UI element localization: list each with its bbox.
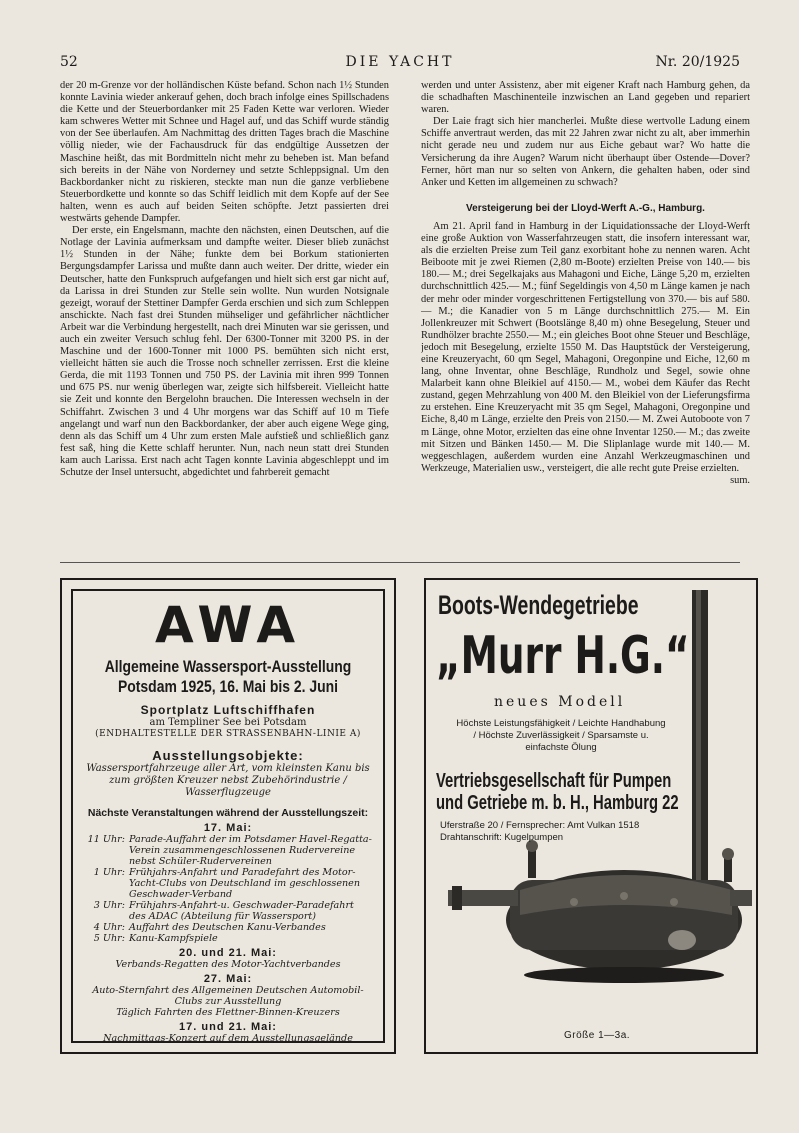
address-line: Uferstraße 20 / Fernsprecher: Amt Vulkan 1518	[440, 820, 640, 831]
paragraph: Der Laie fragt sich hier mancherlei. Mußte diese wertvolle Ladung einem Schiffe anvertraut werden, das mit 22 Jahren zwar nicht zu alt, aber immerhin nicht gerade neu und zudem nur aus Eiche gebaut war? Wo hatte die Versicherung da ihre Augen? Warum nicht überhaupt über Ostende—Dover? Ferner, hört man nur so selten von Ankern, die gehalten haben, oder sind Anker und Ketten im allgemeinen zu schwach?	[421, 116, 750, 188]
author-signature: sum.	[730, 474, 750, 486]
paragraph: der 20 m-Grenze vor der holländischen Küste befand. Schon nach 1½ Stunden konnte Lavinia wieder ankerauf gehen, doch brach infolge eines Spillschadens die Kette und der Steuerbordanker mit 25 Faden Kette war verloren. Wieder kam schweres Wetter mit Schnee und Hagel auf, und das Schiff wurde ständig von der See überlaufen. Am Nachmittag des dritten Tages brach die Maschine völlig nieder, wie der Fachausdruck für das endgültige Aussetzen der Maschine heißt, das mit Bordmitteln nicht mehr zu beheben ist. Man befand sich bereits in der Nähe von Norderney und setzte Schleppsignal. Um den Backbordanker nicht zu riskieren, steckte man nun die ganze verbliebene Steuerbordkette und konnte so das Schiff leidlich mit dem Kopfe auf der See halten, wenn es auch auf beiden Seiten schöpfte. Jetzt passierten drei westwärts gehende Dampfer.	[60, 80, 389, 225]
article-heading: Versteigerung bei der Lloyd-Werft A.-G., Hamburg.	[466, 202, 705, 214]
telegram-line: Drahtanschrift: Kugelpumpen	[440, 832, 564, 843]
events-heading: Nächste Veranstaltungen während der Ausstellungszeit:	[87, 807, 369, 819]
ad-headline: Boots-Wendegetriebe	[438, 590, 639, 620]
event-text: Parade-Auffahrt der im Potsdamer Havel-Regatta-Verein zusammengeschlossenen Rudervereine nebst Schüler-Rudervereinen	[129, 834, 372, 867]
murr-advertisement	[424, 578, 758, 1054]
event-text: Frühjahrs-Anfahrt und Paradefahrt des Motor-Yacht-Clubs von Deutschland im geschlossenen Geschwader-Verband	[129, 867, 361, 900]
objects-heading: Ausstellungsobjekte:	[152, 748, 304, 763]
exhibition-dates: Potsdam 1925, 16. Mai bis 2. Juni	[117, 677, 339, 696]
place-subtitle: am Templiner See bei Potsdam	[149, 717, 307, 728]
event-text: Verbands-Regatten des Motor-Yachtverbandes	[115, 959, 341, 970]
event-text: Auto-Sternfahrt des Allgemeinen Deutschen Automobil-Clubs zur Ausstellung	[92, 985, 364, 1007]
awa-ad-frame	[71, 589, 385, 1043]
paragraph: Am 21. April fand in Hamburg in der Liquidationssache der Lloyd-Werft eine große Auktion von Wasserfahrzeugen statt, die insofern interessant war, als die erzielten Preise zum Teil ganz exorbitant hohe zu nennen waren. Acht Beiboote mit je zwei Riemen (2,80 m-Boote) erzielten Preise von 140.— bis 180.— M.; drei Segelkajaks aus Mahagoni und Eiche, Länge 5,20 m, erzielten durchschnittlich 425.— M.; fünf Segeldingis von 4,50 m Länge kamen je nach der mehr oder minder vorgeschrittenen Fertigstellung von 370.— bis auf 580.— M.; die Kanadier von 5 m Länge durchschnittlich 275.— M. Ein Jollenkreuzer mit Schwert (Bootslänge 8,40 m) ohne Besegelung, Steuer und Rundhölzer brachte 2550.— M.; ein gleiches Boot ohne Steuer und Beschläge, jedoch mit Besegelung, erzielte 1550 M. Das Hauptstück der Versteigerung, eine Kreuzeryacht, 60 qm Segel, Mahagoni, Oregonpine und Eiche, 12,60 m lang, ohne Inventar, ohne Beschläge, Rundholz und Segel, sowie ohne Malarbeit kann ohne Bleikiel auf 4150.— M., wobei dem Käufer das Recht zustand, gegen Mehrzahlung von 400 M. den Bleikiel von der Lieferungsfirma zu erstehen. Eine Kreuzeryacht mit 35 qm Segel, Mahagoni, Oregonpine und Eiche, 8,40 m Länge, erzielte den Preis von 2150.— M. Zwei Autoboote von 7 m Länge, ohne Motor, erzielten das eine ohne Inventar 1250.— M.; das zweite mit Sitzen und Bänken 1450.— M. Die Sliplanlage wurde mit 140.— M. weggeschlagen, außerdem wurden eine Anzahl Werkzeugmaschinen und Werkzeuge, Materialien usw., versteigert, die alle recht gute Preise erzielten.	[421, 220, 750, 474]
event-row	[73, 933, 383, 944]
right-column	[421, 80, 750, 552]
event-time: 11 Uhr:	[87, 834, 125, 845]
event-time: 1 Uhr:	[93, 867, 125, 878]
event-day: 27. Mai:	[203, 973, 253, 985]
event-row	[73, 867, 383, 900]
event-day: 17. und 21. Mai:	[179, 1021, 277, 1033]
event-text: Frühjahrs-Anfahrt-u. Geschwader-Paradefahrt des ADAC (Abteilung für Wassersport)	[129, 900, 354, 922]
company-address	[440, 820, 639, 844]
event-text: Nachmittags-Konzert auf dem Ausstellungsgelände	[103, 1033, 353, 1044]
exhibition-place: Sportplatz Luftschiffhafen	[140, 703, 316, 717]
event-time: 4 Uhr:	[93, 922, 125, 933]
event-day: 17. Mai:	[203, 822, 253, 834]
event-row	[73, 922, 383, 933]
model-label: neues Modell	[494, 694, 626, 710]
tram-note: (ENDHALTESTELLE DER STRASSENBAHN-LINIE A)	[95, 729, 361, 739]
page-number: 52	[60, 54, 78, 70]
size-caption: Größe 1—3a.	[564, 1030, 631, 1041]
event-text: Auffahrt des Deutschen Kanu-Verbandes	[129, 922, 326, 933]
features-text: Höchste Leistungsfähigkeit / Leichte Handhabung / Höchste Zuverlässigkeit / Sparsamste u. einfachste Ölung	[456, 718, 666, 753]
paragraph: Der erste, ein Engelsmann, machte den nächsten, einen Deutschen, auf die Notlage der Lavinia aufmerksam und dampfte weiter. Dieser blieb zunächst 1½ Stunden in der Nähe; funkte dem bei Borkum stationierten Bergungsdampfer Larissa und mußte dann auch weiter. Der dritte, wieder ein Deutscher, hatte den Funkspruch aufgefangen und hielt sich erst gar nicht auf, da Larissa in drei Stunden zur Stelle sein wollte. Nun wurden Notsignale gezeigt, worauf der Stettiner Dampfer Gerda erschien und sich zum Schleppen anschickte. Nach fast drei Stunden mühseliger und gefährlicher nächtlicher Arbeit war die Verbindung hergestellt, nach drei Minuten war sie gerissen, und auch ein zweiter Versuch schlug fehl. Der 6300-Tonner mit 3200 PS. in der Maschine und der 1600-Tonner mit 1000 PS. bemühten sich nicht erst, vielleicht hätten sie auch die Trosse noch schneller zerrissen. Erst die kleine Gerda, die mit 1193 Tonnen und 750 PS. der Lavinia mit ihren 999 Tonnen und 675 PS. nur wenig überlegen war, zeigte sich hilfsbereit. Vielleicht hatte sie Zeit und konnte den Bergelohn brauchen. Die Interessen wechseln in der Schiffahrt. Zwischen 3 und 4 Uhr morgens war das Schiff auf 10 m Tiefe angelangt und warf nun den Backbordanker, der aber auch eigene Wege ging, denn als das Schiff um 4 Uhr zum ersten Male aufstieß und schließlich ganz fest saß, hing die Kette schlaff herunter. Nun, nach neun statt drei Stunden kam auch Larissa. Erst nach acht Tagen konnte Lavinia abgeschleppt und im Schutze der Insel untersucht, abgedichtet und fahrbereit gemacht	[60, 225, 389, 478]
event-row	[73, 900, 383, 922]
event-text: Kanu-Kampfspiele	[129, 933, 218, 944]
objects-text: Wassersportfahrzeuge aller Art, vom kleinsten Kanu bis zum größten Kreuzer nebst Zubehörindustrie / Wasserflugzeuge	[86, 763, 370, 798]
event-text: Täglich Fahrten des Flettner-Binnen-Kreuzers	[116, 1007, 340, 1018]
page-header	[60, 54, 740, 74]
event-day: 20. und 21. Mai:	[179, 947, 277, 959]
left-column	[60, 80, 389, 552]
issue-number: Nr. 20/1925	[655, 54, 740, 70]
awa-advertisement	[60, 578, 396, 1054]
company-line: und Getriebe m. b. H., Hamburg 22	[436, 792, 679, 814]
journal-title: DIE YACHT	[345, 54, 455, 70]
divider	[60, 562, 740, 563]
paragraph: werden und unter Assistenz, aber mit eigener Kraft nach Hamburg gehen, da die schadhaften Maschinenteile inzwischen an Land gegeben und repariert waren.	[421, 80, 750, 116]
event-row	[73, 834, 383, 867]
event-time: 3 Uhr:	[93, 900, 125, 911]
company-line: Vertriebsgesellschaft für Pumpen	[436, 770, 672, 792]
exhibition-name: Allgemeine Wassersport-Ausstellung	[104, 657, 352, 676]
awa-logo: AWA	[154, 596, 302, 654]
event-time: 5 Uhr:	[93, 933, 125, 944]
company-name	[436, 770, 679, 814]
brand-name: „Murr H.G.“	[436, 626, 690, 686]
